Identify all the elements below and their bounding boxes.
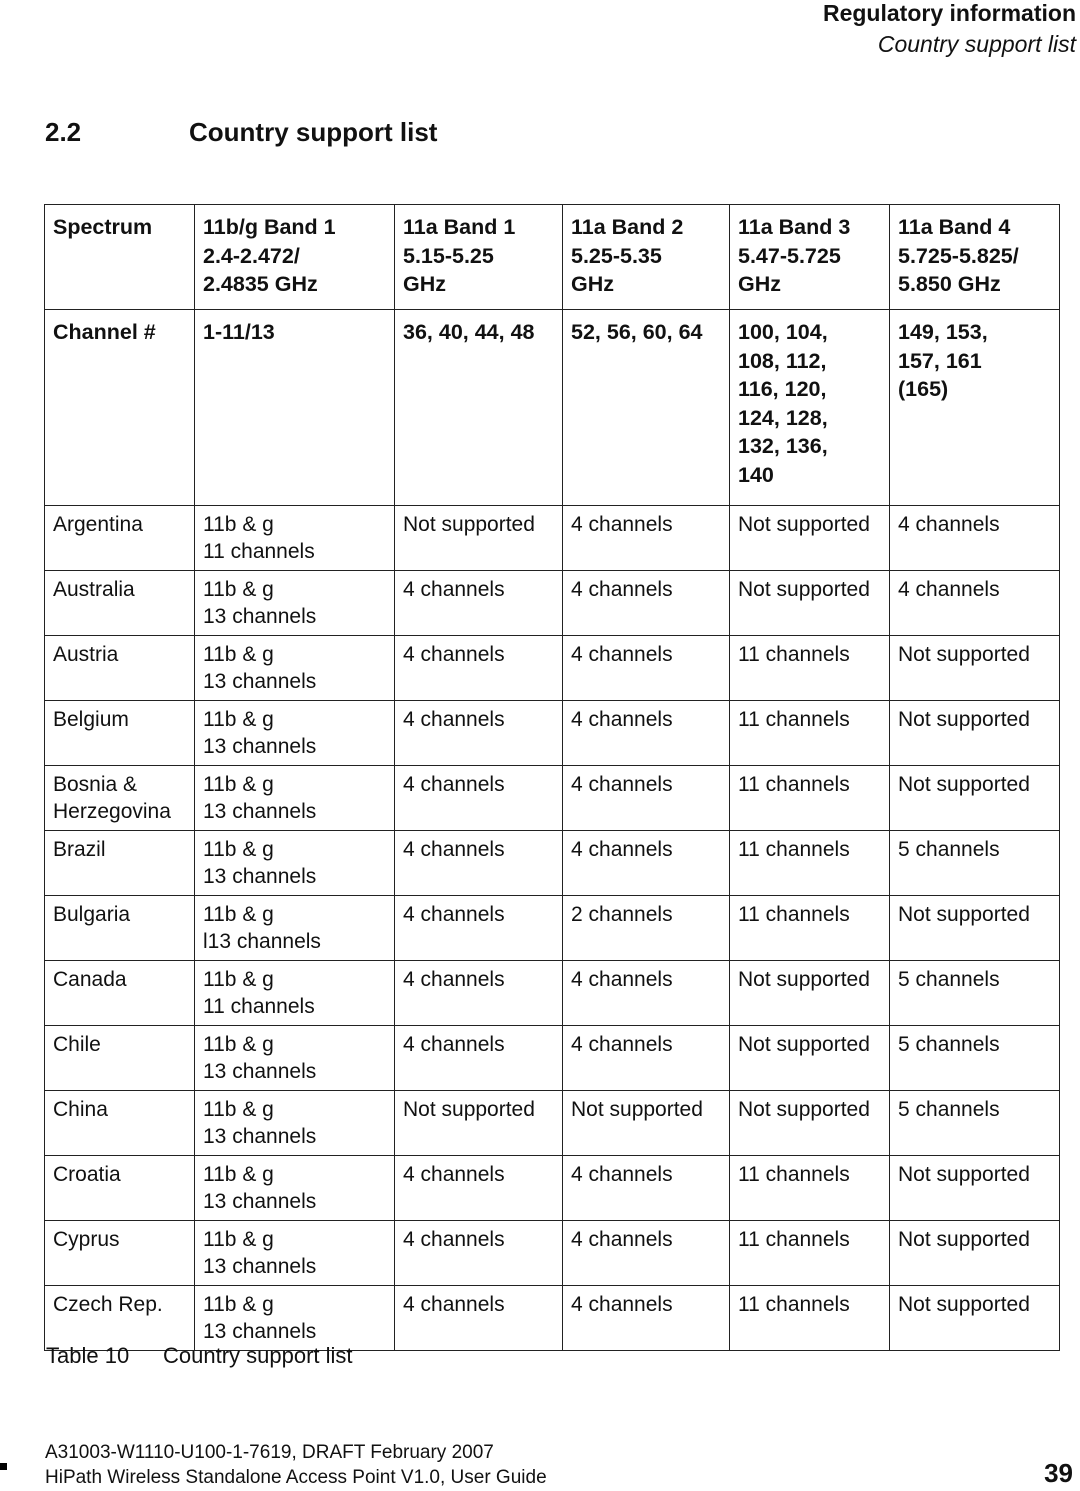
country-cell: Argentina	[45, 506, 195, 571]
support-cell: 11b & g 13 channels	[195, 1286, 395, 1351]
header-cell: 11a Band 1 5.15-5.25 GHz	[395, 205, 563, 310]
header-cell: 11a Band 3 5.47-5.725 GHz	[730, 205, 890, 310]
support-cell: 4 channels	[563, 701, 730, 766]
support-cell: Not supported	[730, 961, 890, 1026]
support-cell: Not supported	[395, 506, 563, 571]
support-cell: Not supported	[890, 1156, 1060, 1221]
support-cell: 4 channels	[395, 896, 563, 961]
channel-cell: 36, 40, 44, 48	[395, 310, 563, 506]
support-cell: Not supported	[730, 1026, 890, 1091]
table-row	[45, 766, 1060, 831]
support-cell: 11b & g 11 channels	[195, 506, 395, 571]
support-cell: 11 channels	[730, 1286, 890, 1351]
support-cell: 4 channels	[563, 766, 730, 831]
country-cell: Canada	[45, 961, 195, 1026]
support-cell: 4 channels	[890, 571, 1060, 636]
support-cell: 11 channels	[730, 766, 890, 831]
table-row	[45, 701, 1060, 766]
section-title: Country support list	[189, 117, 438, 147]
support-cell: 11 channels	[730, 1221, 890, 1286]
country-cell: Croatia	[45, 1156, 195, 1221]
country-cell: Australia	[45, 571, 195, 636]
support-cell: 11b & g 11 channels	[195, 961, 395, 1026]
support-cell: 11b & g 13 channels	[195, 701, 395, 766]
support-cell: 4 channels	[563, 571, 730, 636]
table-row	[45, 1026, 1060, 1091]
support-cell: Not supported	[730, 506, 890, 571]
table-row	[45, 1286, 1060, 1351]
caption-text: Country support list	[163, 1343, 353, 1368]
section-number: 2.2	[45, 117, 82, 147]
support-cell: 11 channels	[730, 896, 890, 961]
support-cell: Not supported	[730, 1091, 890, 1156]
header-cell: 11a Band 2 5.25-5.35 GHz	[563, 205, 730, 310]
support-cell: 5 channels	[890, 1091, 1060, 1156]
support-cell: Not supported	[890, 766, 1060, 831]
header-cell: 11a Band 4 5.725-5.825/ 5.850 GHz	[890, 205, 1060, 310]
support-cell: 4 channels	[395, 1026, 563, 1091]
support-cell: 4 channels	[890, 506, 1060, 571]
support-cell: 4 channels	[395, 571, 563, 636]
country-cell: Czech Rep.	[45, 1286, 195, 1351]
support-cell: Not supported	[890, 1286, 1060, 1351]
country-cell: Brazil	[45, 831, 195, 896]
support-cell: 11b & g 13 channels	[195, 1156, 395, 1221]
channel-cell: Channel #	[45, 310, 195, 506]
support-cell: 11b & g 13 channels	[195, 1026, 395, 1091]
support-cell: 11 channels	[730, 831, 890, 896]
support-cell: 4 channels	[395, 1156, 563, 1221]
table-row	[45, 506, 1060, 571]
country-cell: Chile	[45, 1026, 195, 1091]
support-cell: 4 channels	[563, 1221, 730, 1286]
support-cell: 4 channels	[563, 1026, 730, 1091]
channel-row	[45, 310, 1060, 506]
table-row	[45, 1221, 1060, 1286]
support-cell: 11b & g 13 channels	[195, 1221, 395, 1286]
support-cell: 4 channels	[395, 636, 563, 701]
support-cell: 4 channels	[395, 766, 563, 831]
table-row	[45, 636, 1060, 701]
channel-cell: 149, 153, 157, 161 (165)	[890, 310, 1060, 506]
country-cell: Austria	[45, 636, 195, 701]
support-cell: 4 channels	[563, 961, 730, 1026]
caption-number: Table 10	[46, 1343, 130, 1368]
table-row	[45, 961, 1060, 1026]
margin-bullet-mark	[0, 1463, 7, 1470]
country-support-table	[44, 204, 1060, 1351]
support-cell: 4 channels	[563, 1156, 730, 1221]
channel-cell: 100, 104, 108, 112, 116, 120, 124, 128, 132, 136, 140	[730, 310, 890, 506]
support-cell: 5 channels	[890, 961, 1060, 1026]
header-cell: Spectrum	[45, 205, 195, 310]
support-cell: 4 channels	[395, 701, 563, 766]
support-cell: 4 channels	[395, 831, 563, 896]
support-cell: 11 channels	[730, 636, 890, 701]
table-row	[45, 571, 1060, 636]
support-cell: Not supported	[890, 1221, 1060, 1286]
support-cell: 4 channels	[563, 1286, 730, 1351]
support-cell: 5 channels	[890, 1026, 1060, 1091]
support-cell: 2 channels	[563, 896, 730, 961]
footer-doc-id: A31003-W1110-U100-1-7619, DRAFT February 2007	[45, 1442, 494, 1463]
country-cell: Bosnia & Herzegovina	[45, 766, 195, 831]
support-cell: 11 channels	[730, 701, 890, 766]
support-cell: Not supported	[890, 701, 1060, 766]
support-cell: 4 channels	[395, 1221, 563, 1286]
support-cell: 11b & g 13 channels	[195, 766, 395, 831]
support-cell: Not supported	[563, 1091, 730, 1156]
running-header-subtitle: Country support list	[877, 31, 1076, 57]
table-header-row	[45, 205, 1060, 310]
support-cell: 11b & g 13 channels	[195, 831, 395, 896]
channel-cell: 1-11/13	[195, 310, 395, 506]
support-cell: 4 channels	[563, 636, 730, 701]
support-cell: Not supported	[730, 571, 890, 636]
table-row	[45, 831, 1060, 896]
support-cell: 4 channels	[563, 831, 730, 896]
table-row	[45, 1091, 1060, 1156]
support-cell: Not supported	[890, 636, 1060, 701]
table-row	[45, 1156, 1060, 1221]
channel-cell: 52, 56, 60, 64	[563, 310, 730, 506]
support-cell: 4 channels	[563, 506, 730, 571]
support-cell: 5 channels	[890, 831, 1060, 896]
table-row	[45, 896, 1060, 961]
support-cell: 4 channels	[395, 961, 563, 1026]
support-cell: 11b & g 13 channels	[195, 571, 395, 636]
country-cell: Bulgaria	[45, 896, 195, 961]
support-cell: Not supported	[395, 1091, 563, 1156]
country-cell: Belgium	[45, 701, 195, 766]
support-cell: 11b & g 13 channels	[195, 636, 395, 701]
footer-doc-title: HiPath Wireless Standalone Access Point V1.0, User Guide	[45, 1467, 547, 1488]
support-cell: 4 channels	[395, 1286, 563, 1351]
support-cell: Not supported	[890, 896, 1060, 961]
table-caption	[46, 1343, 353, 1369]
support-cell: 11b & g 13 channels	[195, 1091, 395, 1156]
country-cell: Cyprus	[45, 1221, 195, 1286]
country-cell: China	[45, 1091, 195, 1156]
support-cell: 11 channels	[730, 1156, 890, 1221]
running-header-title: Regulatory information	[822, 0, 1076, 26]
header-cell: 11b/g Band 1 2.4-2.472/ 2.4835 GHz	[195, 205, 395, 310]
support-cell: 11b & g l13 channels	[195, 896, 395, 961]
page-number: 39	[1044, 1458, 1073, 1488]
